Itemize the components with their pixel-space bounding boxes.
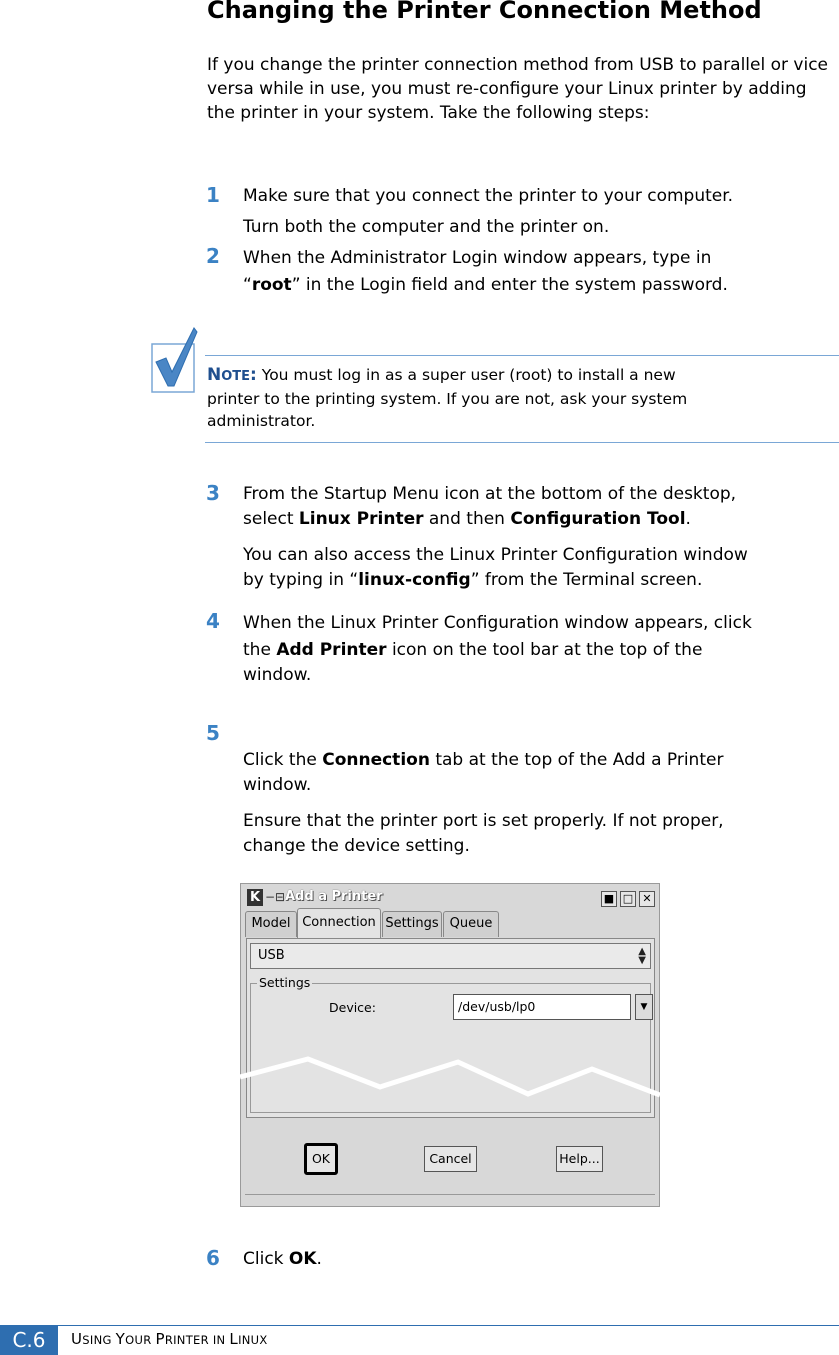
text-run: RINTER IN: [164, 1333, 230, 1347]
help-button[interactable]: Help...: [556, 1146, 603, 1172]
minimize-icon: ■: [603, 892, 615, 905]
text-run: Click: [243, 1249, 289, 1269]
bold-term: Add Printer: [276, 640, 387, 660]
step-line: window.: [243, 665, 312, 685]
text-run: U: [71, 1330, 83, 1348]
note-label-cap: N: [207, 365, 222, 385]
connection-type-value: USB: [258, 948, 285, 963]
bold-term: Configuration Tool: [510, 509, 686, 529]
dialog-button-row: [241, 1124, 659, 1194]
chevron-down-icon: ▼: [640, 1002, 648, 1012]
text-run: INUX: [238, 1333, 268, 1347]
step-line: [243, 1247, 835, 1272]
ok-button[interactable]: OK: [304, 1143, 338, 1175]
step-line: change the device setting.: [243, 836, 470, 856]
checkmark-icon: [150, 324, 200, 396]
step-line: You can also access the Linux Printer Configuration window: [243, 545, 748, 565]
text-run: the: [243, 640, 277, 660]
bold-term: root: [251, 275, 292, 295]
text-run: SING: [82, 1333, 116, 1347]
step-line-rest: ” in the Login field and enter the system password.: [291, 275, 728, 295]
bold-term: Connection: [322, 750, 430, 770]
note-label-colon: :: [250, 365, 257, 385]
text-run: OUR: [125, 1333, 156, 1347]
text-run: L: [229, 1330, 239, 1348]
device-input[interactable]: /dev/usb/lp0: [453, 994, 631, 1020]
step-line: When the Linux Printer Configuration window appears, click: [243, 613, 752, 633]
text-run: tab at the top of the Add a Printer: [429, 750, 724, 770]
torn-edge-mark: [240, 1050, 660, 1100]
note-line: [207, 364, 832, 388]
window-bottom-edge: [245, 1194, 655, 1201]
text-run: P: [155, 1330, 165, 1348]
step-number: 5: [206, 721, 220, 745]
note-line: administrator.: [207, 412, 316, 430]
tab-queue[interactable]: Queue: [443, 911, 499, 937]
add-printer-window: [240, 883, 660, 1207]
bold-term: linux-config: [358, 570, 471, 590]
page-title: Changing the Printer Connection Method: [207, 0, 762, 24]
note-text: [207, 364, 832, 432]
text-run: .: [685, 509, 691, 529]
text-run: Y: [115, 1330, 126, 1348]
footer-rule: [58, 1325, 839, 1326]
step-text: [243, 1247, 835, 1272]
window-titlebar[interactable]: [243, 886, 657, 910]
step-text: [243, 246, 835, 298]
quote: “: [243, 275, 252, 295]
device-label: Device:: [329, 1000, 376, 1015]
tab-model[interactable]: Model: [245, 911, 297, 937]
step-number: 4: [206, 609, 220, 633]
step-text: [243, 748, 835, 859]
text-run: Click the: [243, 750, 323, 770]
maximize-icon: □: [622, 892, 634, 905]
tab-settings[interactable]: Settings: [382, 911, 442, 937]
minimize-button[interactable]: [601, 891, 617, 907]
step-line: Ensure that the printer port is set properly. If not proper,: [243, 811, 724, 831]
settings-legend: Settings: [259, 975, 311, 990]
step-line: [243, 568, 835, 593]
step-number: 3: [206, 481, 220, 505]
step-text: [243, 482, 835, 593]
intro-paragraph: If you change the printer connection method from USB to parallel or vice versa while in use, you must re-configure your Linux printer by adding the printer in your system. Take the following steps:: [207, 55, 828, 123]
running-footer: [71, 1330, 268, 1348]
text-run: select: [243, 509, 299, 529]
step-text: [243, 184, 835, 240]
step-line: window.: [243, 775, 312, 795]
text-run: .: [316, 1249, 322, 1269]
device-dropdown-button[interactable]: [635, 994, 653, 1020]
updown-arrows-icon: ▲ ▼: [638, 946, 646, 966]
note-line-text: You must log in as a super user (root) to install a new: [256, 366, 676, 384]
pin-icon[interactable]: −⊟: [265, 890, 286, 904]
step-line: [243, 507, 835, 532]
window-title: Add a Printer: [285, 889, 383, 904]
note-line: printer to the printing system. If you are not, ask your system: [207, 390, 688, 408]
text-run: icon on the tool bar at the top of the: [386, 640, 703, 660]
close-icon: ✕: [642, 892, 652, 905]
bold-term: OK: [288, 1249, 317, 1269]
connection-type-select[interactable]: [250, 943, 651, 969]
step-number: 1: [206, 183, 220, 207]
step-line: From the Startup Menu icon at the bottom of the desktop,: [243, 484, 737, 504]
step-text: [243, 611, 835, 688]
page-number: C.6: [0, 1325, 58, 1355]
step-line: Turn both the computer and the printer on.: [243, 217, 610, 237]
text-run: and then: [423, 509, 511, 529]
step-line: [243, 638, 835, 663]
cancel-button[interactable]: Cancel: [424, 1146, 477, 1172]
text-run: by typing in “: [243, 570, 359, 590]
bold-term: Linux Printer: [298, 509, 424, 529]
close-button[interactable]: [639, 891, 655, 907]
step-number: 6: [206, 1246, 220, 1270]
text-run: ” from the Terminal screen.: [470, 570, 703, 590]
tab-connection[interactable]: Connection: [297, 908, 381, 938]
kde-logo-icon[interactable]: K: [247, 889, 263, 906]
note-label: [207, 366, 257, 384]
step-line: When the Administrator Login window appears, type in: [243, 248, 712, 268]
step-number: 2: [206, 244, 220, 268]
note-label-rest: OTE: [221, 369, 251, 384]
step-line: [243, 748, 835, 773]
step-line: [243, 273, 835, 298]
step-line: Make sure that you connect the printer to your computer.: [243, 186, 734, 206]
maximize-button[interactable]: [620, 891, 636, 907]
